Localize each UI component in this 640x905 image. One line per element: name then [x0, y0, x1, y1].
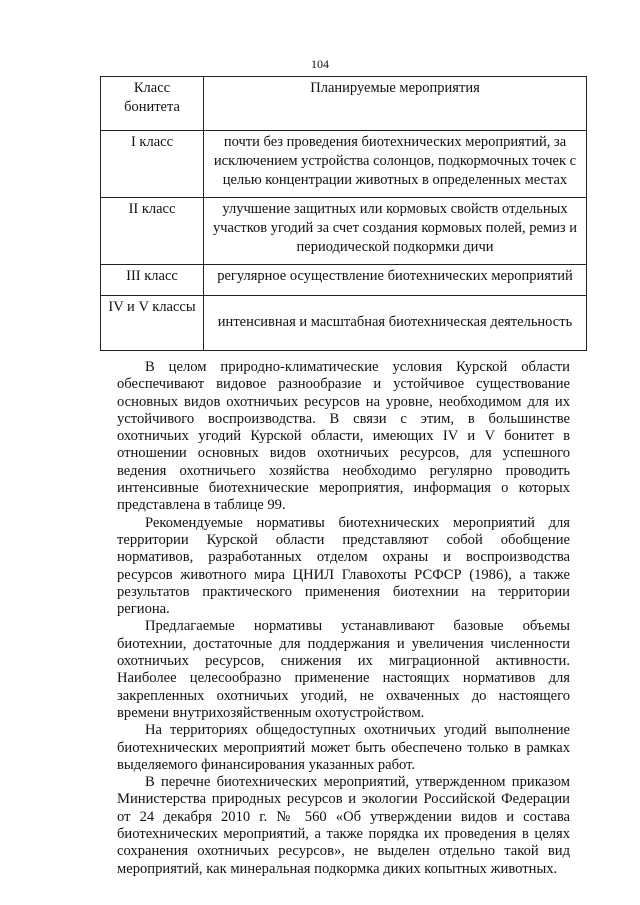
table-row: [101, 198, 587, 265]
bonitet-measures-table: [100, 76, 587, 351]
table-header-row: [101, 77, 587, 131]
paragraph: Предлагаемые нормативы устанавливают базовые объемы биотехнии, достаточные для поддержания и увеличения численности охотничьих ресурсов, снижения их миграционной активности. Наиболее целесообразно применение настоящих нормативов для закрепленных охотничьих угодий, не охваченных до настоящего времени внутрихозяйственным охотустройством.: [117, 618, 570, 721]
paragraph: Рекомендуемые нормативы биотехнических мероприятий для территории Курской области представляют собой обобщение нормативов, разработанных отделом охраны и воспроизводства ресурсов животного мира ЦНИЛ Главохоты РСФСР (1986), а также результатов практического применения биотехнии на территории региона.: [117, 514, 570, 618]
row-class: III класс: [101, 265, 204, 296]
row-class: I класс: [101, 131, 204, 198]
body-text: [117, 359, 570, 878]
table-row: [101, 296, 587, 351]
paragraph: В целом природно-климатические условия Курской области обеспечивают видовое разнообразие и устойчивое существование основных видов охотничьих ресурсов на уровне, необходимом для их устойчивого воспроизводства. В связи с этим, в большинстве охотничьих угодий Курской области, имеющих IV и V бонитет в отношении основных видов охотничьих ресурсов, для успешного ведения охотничьего хозяйства необходимо регулярно проводить интенсивные биотехнические мероприятия, информация о которых представлена в таблице 99.: [117, 359, 570, 514]
header-class: Класс бонитета: [101, 77, 204, 131]
table-row: [101, 265, 587, 296]
row-class: II класс: [101, 198, 204, 265]
row-measures: почти без проведения биотехнических мероприятий, за исключением устройства солонцов, подкормочных точек с целью концентрации животных в определенных местах: [204, 131, 587, 198]
row-class: IV и V классы: [101, 296, 204, 351]
page-number: 104: [311, 57, 329, 71]
header-measures: Планируемые мероприятия: [204, 77, 587, 131]
row-measures: регулярное осуществление биотехнических мероприятий: [204, 265, 587, 296]
paragraph: На территориях общедоступных охотничьих угодий выполнение биотехнических мероприятий может быть обеспечено только в рамках выделяемого финансирования указанных работ.: [117, 722, 570, 773]
table-row: [101, 131, 587, 198]
row-measures: интенсивная и масштабная биотехническая деятельность: [204, 296, 587, 351]
row-measures: улучшение защитных или кормовых свойств отдельных участков угодий за счет создания кормовых полей, ремиз и периодической подкормки дичи: [204, 198, 587, 265]
paragraph: В перечне биотехнических мероприятий, утвержденном приказом Министерства природных ресурсов и экологии Российской Федерации от 24 декабря 2010 г. № 560 «Об утверждении видов и состава биотехнических мероприятий, а также порядка их проведения в целях сохранения охотничьих ресурсов», не выделен отдельно такой вид мероприятий, как минеральная подкормка диких копытных животных.: [117, 774, 570, 877]
